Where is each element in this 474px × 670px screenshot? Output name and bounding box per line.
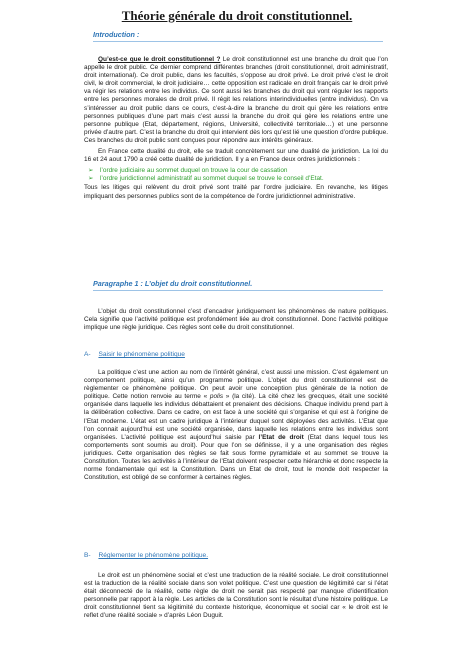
paragraph-1-heading-text: Paragraphe 1 : L’objet du droit constitutionnel. [93, 279, 253, 288]
text-run: » (la cité). La cité chez les grecques, était une société organisée dans laquelle les individus débattaient et prenaient des décisions. Chaque individu prend part à la délibération collective. Dans ce cadre, on est face à une société qui s’organise et qui est à l’origine de l’Etat moderne. L’état est un cadre juridique à l’intérieur duquel sont déployées des activités. L’Etat que l’on connait aujourd’hui est une société organisée, dans laquelle les relations entre les individus sont organisées. L’activité politique est aujourd’hui saisie par [84, 393, 388, 441]
arrow-bullet-icon: ➢ [88, 175, 94, 183]
subsection-a-body [84, 369, 388, 485]
introduction-body [84, 56, 388, 204]
document-title: Théorie générale du droit constitutionnel. [121, 8, 353, 23]
intro-paragraph-3: Tous les litiges qui relèvent du droit privé sont traité par l’ordre judiciaire. En revanche, les litiges impliquant des personnes publics sont de la compétence de l’ordre juridictionnel administrative. [84, 184, 388, 200]
subsection-b-body [84, 572, 388, 624]
paragraph-1-heading [93, 279, 383, 291]
bullet-item-1 [84, 167, 388, 175]
arrow-bullet-icon: ➢ [88, 167, 94, 175]
question-text: Le droit constitutionnel est une branche du droit que l’on appelle le droit public. Ce dernier comprend différentes branches (droit constitutionnel, droit administratif, droit international). Ce droit public, dans les facultés, s’oppose au droit privé. Le droit privé c’est le droit civil, le droit commercial, le droit judiciaire… cette opposition est radicale en droit français car le droit privé va régir les relations entre les individus. Ce sont aussi les branches du droit qui vont réguler les rapports entre les personnes morales de droit privé. Il régit les relations interindividuelles (entre individus). On va s’intéresser au droit public dans ce cours, c’est-à-dire la branche du droit qui gère les relations entre personnes publiques d’une part mais c’est aussi la branche du droit qui gère les relations entre une personne publique (Etat, département, régions, Université, collectivité territoriale…) et une personne privée d’autre part. C’est la branche du droit qui intervient dès lors qu’est lié une question d’ordre publique. Ces branches du droit public sont conçues pour répondre aux intérêts généraux. [84, 56, 388, 144]
bullet-text-2: l’ordre juridictionnel administratif au sommet duquel se trouve le conseil d’Etat. [100, 175, 324, 183]
subsection-a-title: Saisir le phénomène politique [98, 351, 185, 358]
subsection-a-heading [84, 351, 185, 358]
polis-term: polis [209, 393, 224, 401]
subsection-b-letter: B- [84, 552, 91, 559]
subsection-b-paragraph: Le droit est un phénomène social et c’est une traduction de la réalité sociale. Le droit constitutionnel est la traduction de la réalité sociale dans son volet politique. C’est une question de légitimité car si l’état était déconnecté de la réalité, cette règle de droit ne serait pas respecté par manque d’identification personnelle par rapport à la règle. Les articles de la Constitution sont le résultat d’une histoire politique. Le droit constitutionnel tient sa légitimité du contexte historique, économique et social car « le droit est le reflet d’une réalité sociale » d’après Léon Duguit. [84, 572, 388, 620]
heading-rule [93, 290, 383, 291]
subsection-a-letter: A- [84, 351, 91, 358]
bullet-text-1: l’ordre judiciaire au sommet duquel on trouve la cour de cassation [100, 167, 288, 175]
introduction-heading [93, 30, 383, 42]
intro-paragraph-1 [84, 56, 388, 145]
question-label: Qu’est-ce que le droit constitutionnel ? [98, 56, 221, 63]
text-run: (Etat dans lequel tous les comportements sont soumis au droit). Pour que l’on se définisse, il y a une organisation des règles juridiques. Cette organisation des règles se fait sous forme pyramidale et au sommet se trouve la Constitution. Toutes les activités à l’intérieur de l’Etat doivent respecter cette hiérarchie et donc respecte la norme fondamentale qui est la Constitution. Dans un Etat de droit, tout le monde doit respecter la Constitution, est obligé de se conformer à certaines règles. [84, 433, 388, 482]
paragraph-1-text: L’objet du droit constitutionnel c’est d’encadrer juridiquement les phénomènes de nature politiques. Cela signifie que l’activité politique est profondément liée au droit constitutionnel. Donc l’activité politique implique une règle juridique. Ces règles sont celle du droit constitutionnel. [84, 308, 388, 332]
heading-rule [93, 41, 383, 42]
text-run: La politique c’est une action au nom de l’intérêt général, c’est aussi une mission. C’est également un comportement politique, ainsi qu’un programme politique. L’objet du droit constitutionnel est de règlementer ce phénomène politique. On peut avoir une conception plus générale de la notion de politique. Cette notion renvoie au terme « [84, 369, 388, 401]
etat-de-droit-term: l’Etat de droit [258, 433, 304, 441]
introduction-heading-text: Introduction : [93, 30, 140, 39]
bullet-item-2 [84, 175, 388, 183]
paragraph-1-intro [84, 308, 388, 335]
subsection-a-paragraph [84, 369, 388, 482]
intro-paragraph-2: En France cette dualité du droit, elle se traduit concrètement sur une dualité de juridiction. La loi du 16 et 24 aout 1790 a créé cette dualité de juridiction. Il y a en France deux ordres juridictionnels : [84, 148, 388, 164]
subsection-b-heading [84, 552, 208, 559]
subsection-b-title: Réglementer le phénomène politique. [98, 552, 209, 559]
